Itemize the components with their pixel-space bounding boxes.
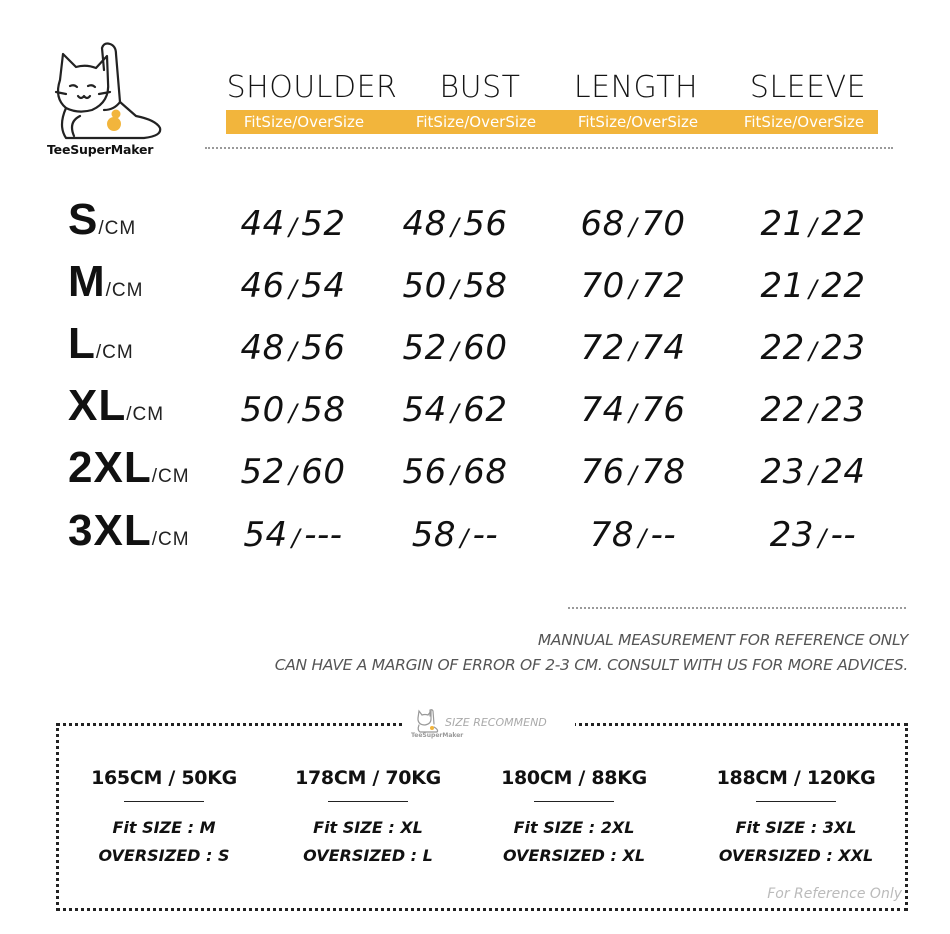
header-sleeve: SLEEVE [749,70,867,105]
recommend-item [258,767,478,865]
height-weight: 180CM / 88KG [501,767,647,789]
fit-value: 22 [760,390,805,430]
size-label [68,195,136,245]
cell-sleeve: 22 / 23 [760,390,866,430]
fit-value: 22 [760,328,805,368]
fit-value: 44 [240,204,285,244]
fit-value: 70 [580,266,625,306]
size-name: 2XL [68,443,152,492]
over-value: 60 [301,452,346,492]
oversized-value: OVERSIZED : XXL [718,846,874,865]
header-bust: BUST [439,70,521,105]
fit-value: 48 [402,204,447,244]
height-weight: 178CM / 70KG [295,767,441,789]
height-weight: 165CM / 50KG [91,767,237,789]
rule-divider [124,801,204,802]
fit-size-value: Fit SIZE : XL [313,818,423,837]
over-value: 56 [301,328,346,368]
over-value: 23 [821,328,866,368]
subheader-shoulder: FitSize/OverSize [243,113,365,131]
size-label [68,506,190,556]
fit-value: 23 [769,515,815,555]
margin-error-note: CAN HAVE A MARGIN OF ERROR OF 2-3 CM. CONSULT WITH US FOR MORE ADVICES. [274,656,908,674]
reference-only-note: For Reference Only [767,886,902,902]
brand-name: TeeSuperMaker [47,142,154,157]
over-value: 22 [821,204,866,244]
fit-value: 50 [240,390,285,430]
fit-value: 72 [580,328,625,368]
over-value: 54 [301,266,346,306]
header-shoulder: SHOULDER [226,70,398,105]
fit-size-value: Fit SIZE : M [112,818,216,837]
fit-value: 52 [402,328,447,368]
cell-bust: 48 / 56 [402,204,508,244]
cat-logo-small-icon [413,708,441,734]
fit-value: 54 [402,390,447,430]
rule-divider [328,801,408,802]
over-value: 78 [641,452,686,492]
fit-value: 58 [411,515,457,555]
over-value: -- [830,515,857,555]
over-value: 74 [641,328,686,368]
cell-length: 72 / 74 [580,328,686,368]
fit-value: 76 [580,452,625,492]
cell-bust: 50 / 58 [402,266,508,306]
rule-divider [534,801,614,802]
measurement-note: MANNUAL MEASUREMENT FOR REFERENCE ONLY [537,631,908,649]
size-label [68,443,190,493]
over-value: 56 [463,204,508,244]
cell-sleeve: 21 / 22 [760,266,866,306]
cell-sleeve: 23 / -- [769,515,857,555]
cell-sleeve: 21 / 22 [760,204,866,244]
oversized-value: OVERSIZED : XL [502,846,646,865]
cell-bust: 52 / 60 [402,328,508,368]
over-value: 23 [821,390,866,430]
size-name: L [68,319,96,368]
size-unit: /CM [151,466,190,487]
fit-value: 56 [402,452,447,492]
fit-value: 74 [580,390,625,430]
size-unit: /CM [126,404,165,425]
fit-size-value: Fit SIZE : 2XL [513,818,635,837]
subheader-sleeve: FitSize/OverSize [743,113,865,131]
over-value: 52 [301,204,346,244]
cell-sleeve: 23 / 24 [760,452,866,492]
cell-shoulder: 54 / --- [243,515,343,555]
over-value: --- [304,515,343,555]
recommend-item [686,767,906,865]
over-value: 58 [301,390,346,430]
oversized-value: OVERSIZED : L [303,846,433,865]
cell-shoulder: 48 / 56 [240,328,346,368]
cell-length: 74 / 76 [580,390,686,430]
cell-length: 78 / -- [589,515,677,555]
over-value: 24 [821,452,866,492]
size-unit: /CM [105,280,144,301]
recommend-item [464,767,684,865]
fit-size-value: Fit SIZE : 3XL [735,818,857,837]
size-name: M [68,257,106,306]
over-value: -- [650,515,677,555]
cell-shoulder: 46 / 54 [240,266,346,306]
fit-value: 46 [240,266,285,306]
over-value: 62 [463,390,508,430]
subheader-length: FitSize/OverSize [577,113,699,131]
cell-length: 68 / 70 [580,204,686,244]
over-value: 22 [821,266,866,306]
over-value: 68 [463,452,508,492]
cell-length: 70 / 72 [580,266,686,306]
over-value: 72 [641,266,686,306]
over-value: -- [472,515,499,555]
brand-logo [44,40,174,160]
brand-small: TeeSuperMaker [411,732,464,739]
over-value: 76 [641,390,686,430]
header-length: LENGTH [573,70,699,105]
size-name: XL [68,381,127,430]
cell-bust: 58 / -- [411,515,499,555]
cell-sleeve: 22 / 23 [760,328,866,368]
size-name: S [68,195,99,244]
size-unit: /CM [95,342,134,363]
size-recommend-tag [405,708,575,738]
size-label [68,319,134,369]
size-recommend-label: SIZE RECOMMEND [445,716,547,729]
cell-shoulder: 52 / 60 [240,452,346,492]
fit-value: 23 [760,452,805,492]
cell-bust: 54 / 62 [402,390,508,430]
oversized-value: OVERSIZED : S [98,846,230,865]
fit-value: 48 [240,328,285,368]
fit-value: 21 [760,266,805,306]
over-value: 58 [463,266,508,306]
recommend-item [54,767,274,865]
fit-value: 21 [760,204,805,244]
cat-logo-icon [44,40,174,144]
size-unit: /CM [98,218,137,239]
fit-value: 52 [240,452,285,492]
fit-value: 50 [402,266,447,306]
fit-value: 68 [580,204,625,244]
cell-bust: 56 / 68 [402,452,508,492]
subheader-bust: FitSize/OverSize [415,113,537,131]
height-weight: 188CM / 120KG [716,767,876,789]
cell-shoulder: 50 / 58 [240,390,346,430]
size-label [68,381,164,431]
rule-divider [756,801,836,802]
fit-value: 54 [243,515,288,555]
cell-length: 76 / 78 [580,452,686,492]
size-label [68,257,143,307]
fit-value: 78 [589,515,635,555]
cell-shoulder: 44 / 52 [240,204,346,244]
size-unit: /CM [151,529,190,550]
notes-divider [568,607,906,609]
header-divider [205,147,893,149]
size-name: 3XL [68,506,152,555]
over-value: 60 [463,328,508,368]
over-value: 70 [641,204,686,244]
